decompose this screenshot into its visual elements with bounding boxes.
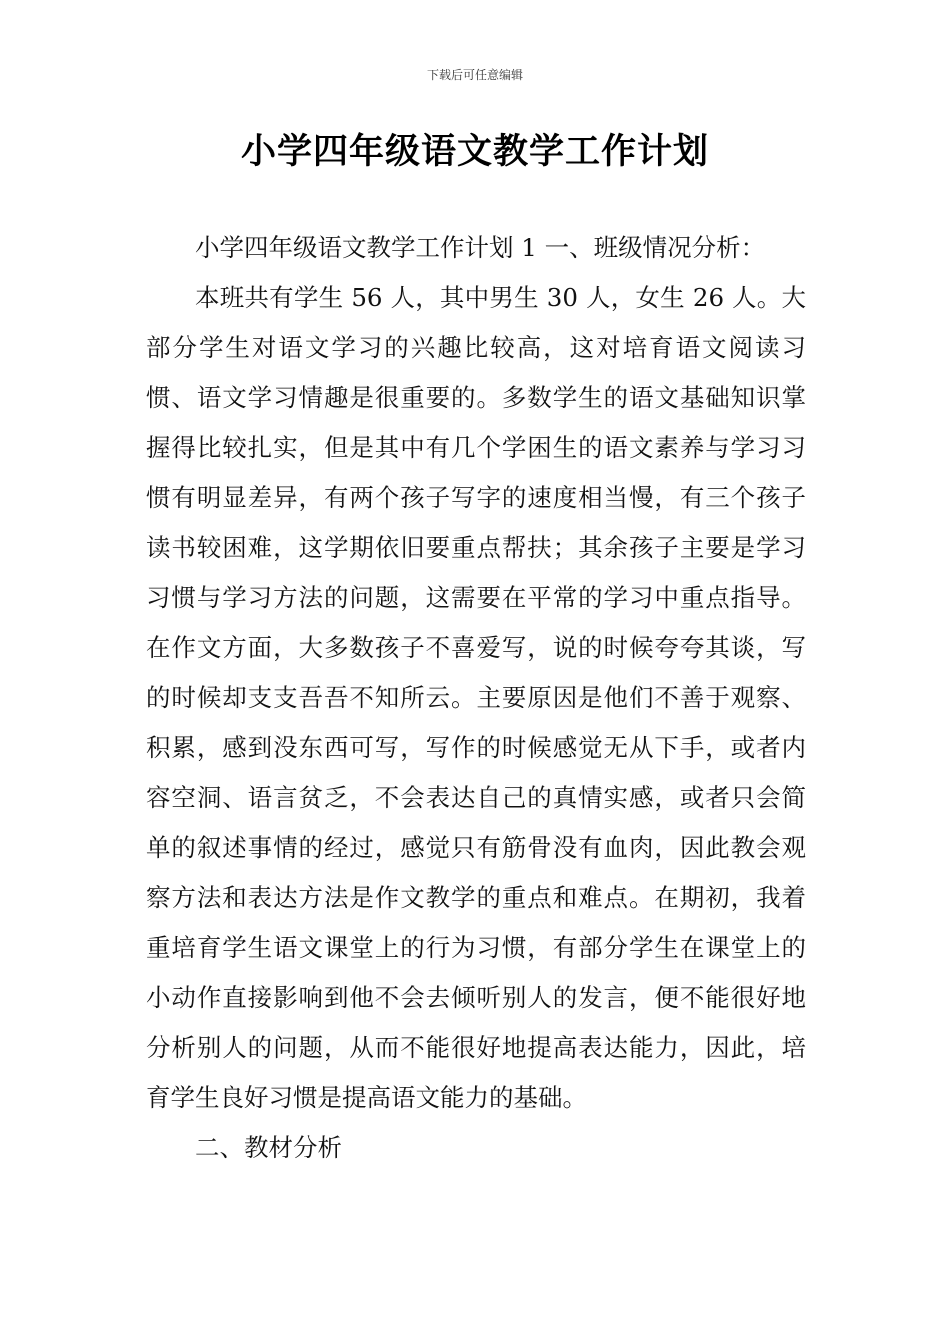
document-title: 小学四年级语文教学工作计划 (240, 131, 709, 172)
paragraph-class-analysis: 本班共有学生 56 人，其中男生 30 人，女生 26 人。大部分学生对语文学习的兴趣比较高，这对培育语文阅读习惯、语文学习情趣是很重要的。多数学生的语文基础知识掌握得比较扎实，但是其中有几个学困生的语文素养与学习习惯有明显差异，有两个孩子写字的速度相当慢，有三个孩子读书较困难，这学期依旧要重点帮扶；其余孩子主要是学习习惯与学习方法的问题，这需要在平常的学习中重点指导。在作文方面，大多数孩子不喜爱写，说的时候夸夸其谈，写的时候却支支吾吾不知所云。主要原因是他们不善于观察、积累，感到没东西可写，写作的时候感觉无从下手，或者内容空洞、语言贫乏，不会表达自己的真情实感，或者只会简单的叙述事情的经过，感觉只有筋骨没有血肉，因此教会观察方法和表达方法是作文教学的重点和难点。在期初，我着重培育学生语文课堂上的行为习惯，有部分学生在课堂上的小动作直接影响到他不会去倾听别人的发言，便不能很好地分析别人的问题，从而不能很好地提高表达能力，因此，培育学生良好习惯是提高语文能力的基础。 (146, 283, 806, 1112)
paragraph-section-1-heading: 小学四年级语文教学工作计划 1 一、班级情况分析： (195, 233, 766, 262)
document-body (146, 223, 806, 1173)
header-note: 下载后可任意编辑 (426, 68, 523, 82)
paragraph-section-2-heading: 二、教材分析 (195, 1133, 342, 1162)
